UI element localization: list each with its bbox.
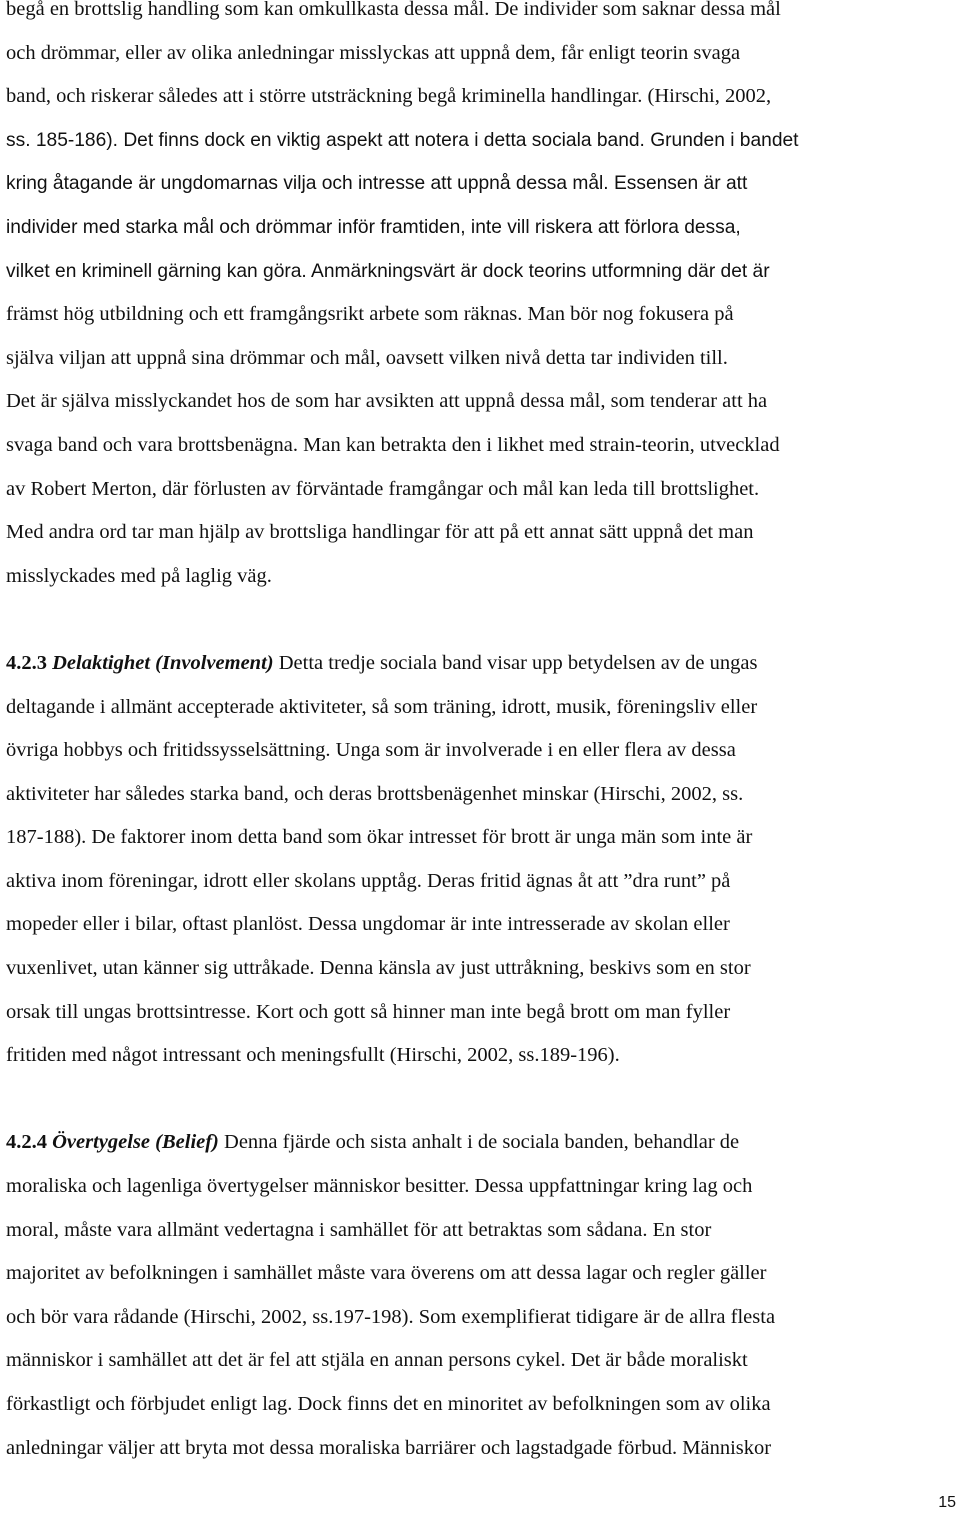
text-line: människor i samhället att det är fel att stjäla en annan persons cykel. Det är både moraliskt: [6, 1349, 748, 1372]
section-heading-line: [6, 642, 956, 686]
text-line: mopeder eller i bilar, oftast planlöst. Dessa ungdomar är inte intresserade av skolan eller: [6, 913, 730, 936]
text-line: svaga band och vara brottsbenägna. Man kan betrakta den i likhet med strain-teorin, utvecklad: [6, 433, 780, 456]
page-number: 15: [938, 1494, 956, 1511]
text-line: och drömmar, eller av olika anledningar misslyckas att uppnå dem, får enligt teorin svaga: [6, 41, 741, 64]
text-line: aktiviteter har således starka band, och deras brottsbenägenhet minskar (Hirschi, 2002, ss.: [6, 782, 744, 805]
text-line: vuxenlivet, utan känner sig uttråkade. Denna känsla av just uttråkning, beskivs som en stor: [6, 957, 751, 980]
text-line: anledningar väljer att bryta mot dessa moraliska barriärer och lagstadgade förbud. Människor: [6, 1436, 772, 1459]
text-line: deltagande i allmänt accepterade aktiviteter, så som träning, idrott, musik, föreningsliv eller: [6, 695, 758, 718]
text-line: 187-188). De faktorer inom detta band som ökar intresset för brott är unga män som inte är: [6, 826, 753, 849]
text-line: begå en brottslig handling som kan omkullkasta dessa mål. De individer som saknar dessa mål: [6, 0, 781, 20]
section-title: Övertygelse (Belief): [52, 1131, 219, 1154]
section-heading-line: [6, 1121, 956, 1165]
paragraph-spacer: [6, 1078, 956, 1122]
section-number: 4.2.4: [6, 1131, 47, 1154]
text-line: aktiva inom föreningar, idrott eller skolans upptåg. Deras fritid ägnas åt att ”dra runt” på: [6, 869, 731, 892]
text-line: kring åtagande är ungdomarnas vilja och intresse att uppnå dessa mål. Essensen är att: [6, 173, 748, 195]
text-line: fritiden med något intressant och meningsfullt (Hirschi, 2002, ss.189-196).: [6, 1044, 620, 1067]
text-line: övriga hobbys och fritidssysselsättning. Unga som är involverade i en eller flera av dessa: [6, 739, 736, 762]
text-line: av Robert Merton, där förlusten av förväntade framgångar och mål kan leda till brottslighet.: [6, 477, 760, 500]
section-title: Delaktighet (Involvement): [52, 651, 274, 674]
text-line: band, och riskerar således att i större utsträckning begå kriminella handlingar. (Hirschi, 2002,: [6, 85, 772, 108]
document-page: [6, 0, 956, 1470]
text-line: själva viljan att uppnå sina drömmar och mål, oavsett vilken nivå detta tar individen till.: [6, 346, 728, 369]
text-line: individer med starka mål och drömmar inför framtiden, inte vill riskera att förlora dessa,: [6, 216, 741, 238]
text-line: vilket en kriminell gärning kan göra. Anmärkningsvärt är dock teorins utformning där det är: [6, 260, 770, 282]
paragraph-commitment-continued: [6, 0, 956, 598]
paragraph-spacer: [6, 598, 956, 642]
section-first-line-text: Detta tredje sociala band visar upp betydelsen av de ungas: [278, 651, 758, 674]
text-line: främst hög utbildning och ett framgångsrikt arbete som räknas. Man bör nog fokusera på: [6, 303, 734, 326]
text-line: förkastligt och förbjudet enligt lag. Dock finns det en minoritet av befolkningen som av olika: [6, 1393, 771, 1415]
text-line: Med andra ord tar man hjälp av brottsliga handlingar för att på ett annat sätt uppnå det man: [6, 521, 754, 544]
text-line: majoritet av befolkningen i samhället måste vara överens om att dessa lagar och regler gäller: [6, 1262, 767, 1285]
section-number: 4.2.3: [6, 651, 47, 674]
text-line: misslyckades med på laglig väg.: [6, 564, 272, 587]
text-line: Det är själva misslyckandet hos de som har avsikten att uppnå dessa mål, som tenderar att ha: [6, 390, 768, 413]
section-involvement: [6, 642, 956, 1078]
text-line: orsak till ungas brottsintresse. Kort och gott så hinner man inte begå brott om man fyller: [6, 1000, 731, 1023]
text-line: moraliska och lagenliga övertygelser människor besitter. Dessa uppfattningar kring lag och: [6, 1175, 753, 1198]
section-first-line-text: Denna fjärde och sista anhalt i de sociala banden, behandlar de: [224, 1131, 740, 1154]
text-line: och bör vara rådande (Hirschi, 2002, ss.197-198). Som exemplifierat tidigare är de allra flesta: [6, 1305, 776, 1328]
text-line: moral, måste vara allmänt vedertagna i samhället för att betraktas som sådana. En stor: [6, 1218, 712, 1241]
section-belief: [6, 1121, 956, 1470]
text-line: ss. 185-186). Det finns dock en viktig aspekt att notera i detta sociala band. Grunden i bandet: [6, 129, 799, 151]
